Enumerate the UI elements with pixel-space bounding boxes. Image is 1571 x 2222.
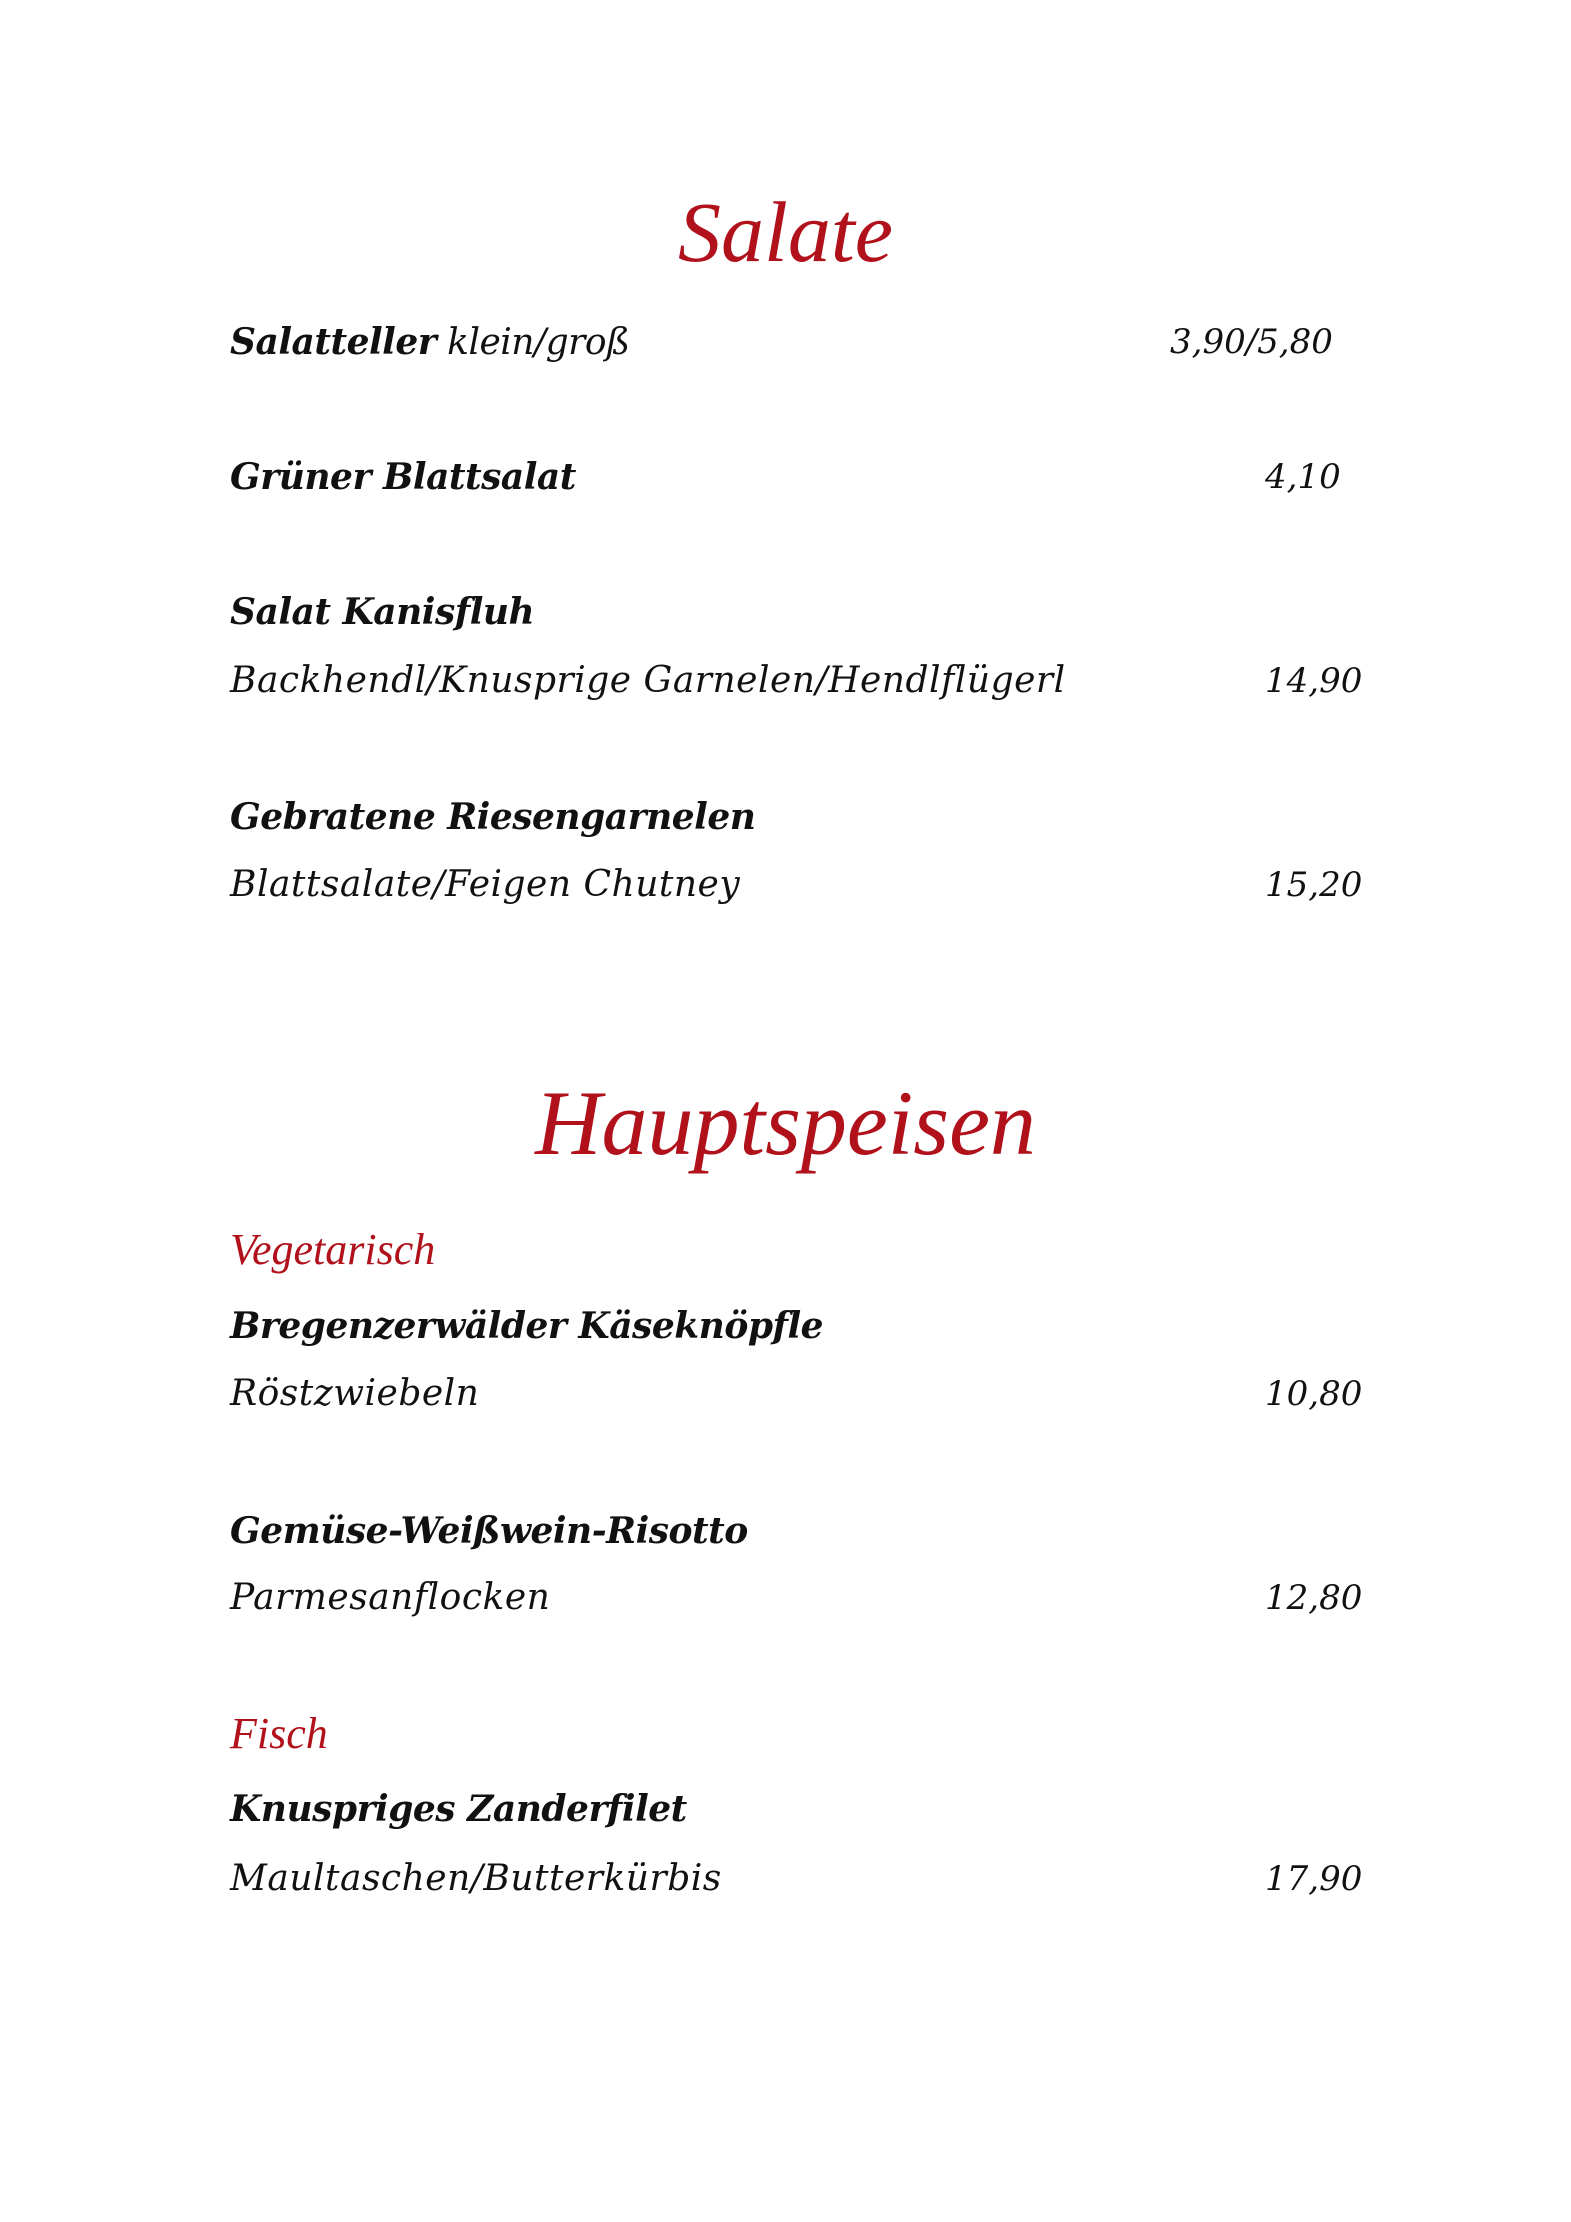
menu-item-name: Bregenzerwälder Käseknöpfle — [230, 1305, 824, 1347]
category-label-fisch: Fisch — [230, 1709, 328, 1758]
section-title-salate: Salate — [678, 184, 893, 280]
menu-item-description: Parmesanflocken — [230, 1577, 551, 1618]
menu-item-name: Salat Kanisfluh — [230, 591, 535, 633]
menu-item-price: 10,80 — [1265, 1374, 1363, 1414]
item-name-text: Salatteller — [230, 321, 437, 363]
menu-item-price: 15,20 — [1265, 865, 1363, 905]
menu-item-name: Knuspriges Zanderfilet — [230, 1788, 687, 1830]
menu-item-price: 4,10 — [1265, 457, 1341, 497]
item-size-note: klein/groß — [436, 322, 630, 363]
category-label-vegetarisch: Vegetarisch — [230, 1225, 436, 1274]
menu-item-name: Gemüse-Weißwein-Risotto — [230, 1510, 748, 1552]
menu-item-price: 14,90 — [1265, 661, 1363, 701]
menu-item-name: Gebratene Riesengarnelen — [230, 796, 756, 838]
menu-item-description: Röstzwiebeln — [230, 1373, 480, 1414]
menu-item-price: 12,80 — [1265, 1578, 1363, 1618]
menu-item-price: 3,90/5,80 — [1170, 322, 1333, 362]
menu-item-description: Maultaschen/Butterkürbis — [230, 1858, 722, 1899]
menu-item-description: Blattsalate/Feigen Chutney — [230, 864, 741, 905]
menu-item-description: Backhendl/Knusprige Garnelen/Hendlflügerl — [230, 660, 1066, 701]
menu-item-price: 17,90 — [1265, 1859, 1363, 1899]
menu-item-name — [230, 318, 630, 367]
section-title-hauptspeisen: Hauptspeisen — [535, 1072, 1036, 1174]
menu-item-name: Grüner Blattsalat — [230, 456, 576, 498]
